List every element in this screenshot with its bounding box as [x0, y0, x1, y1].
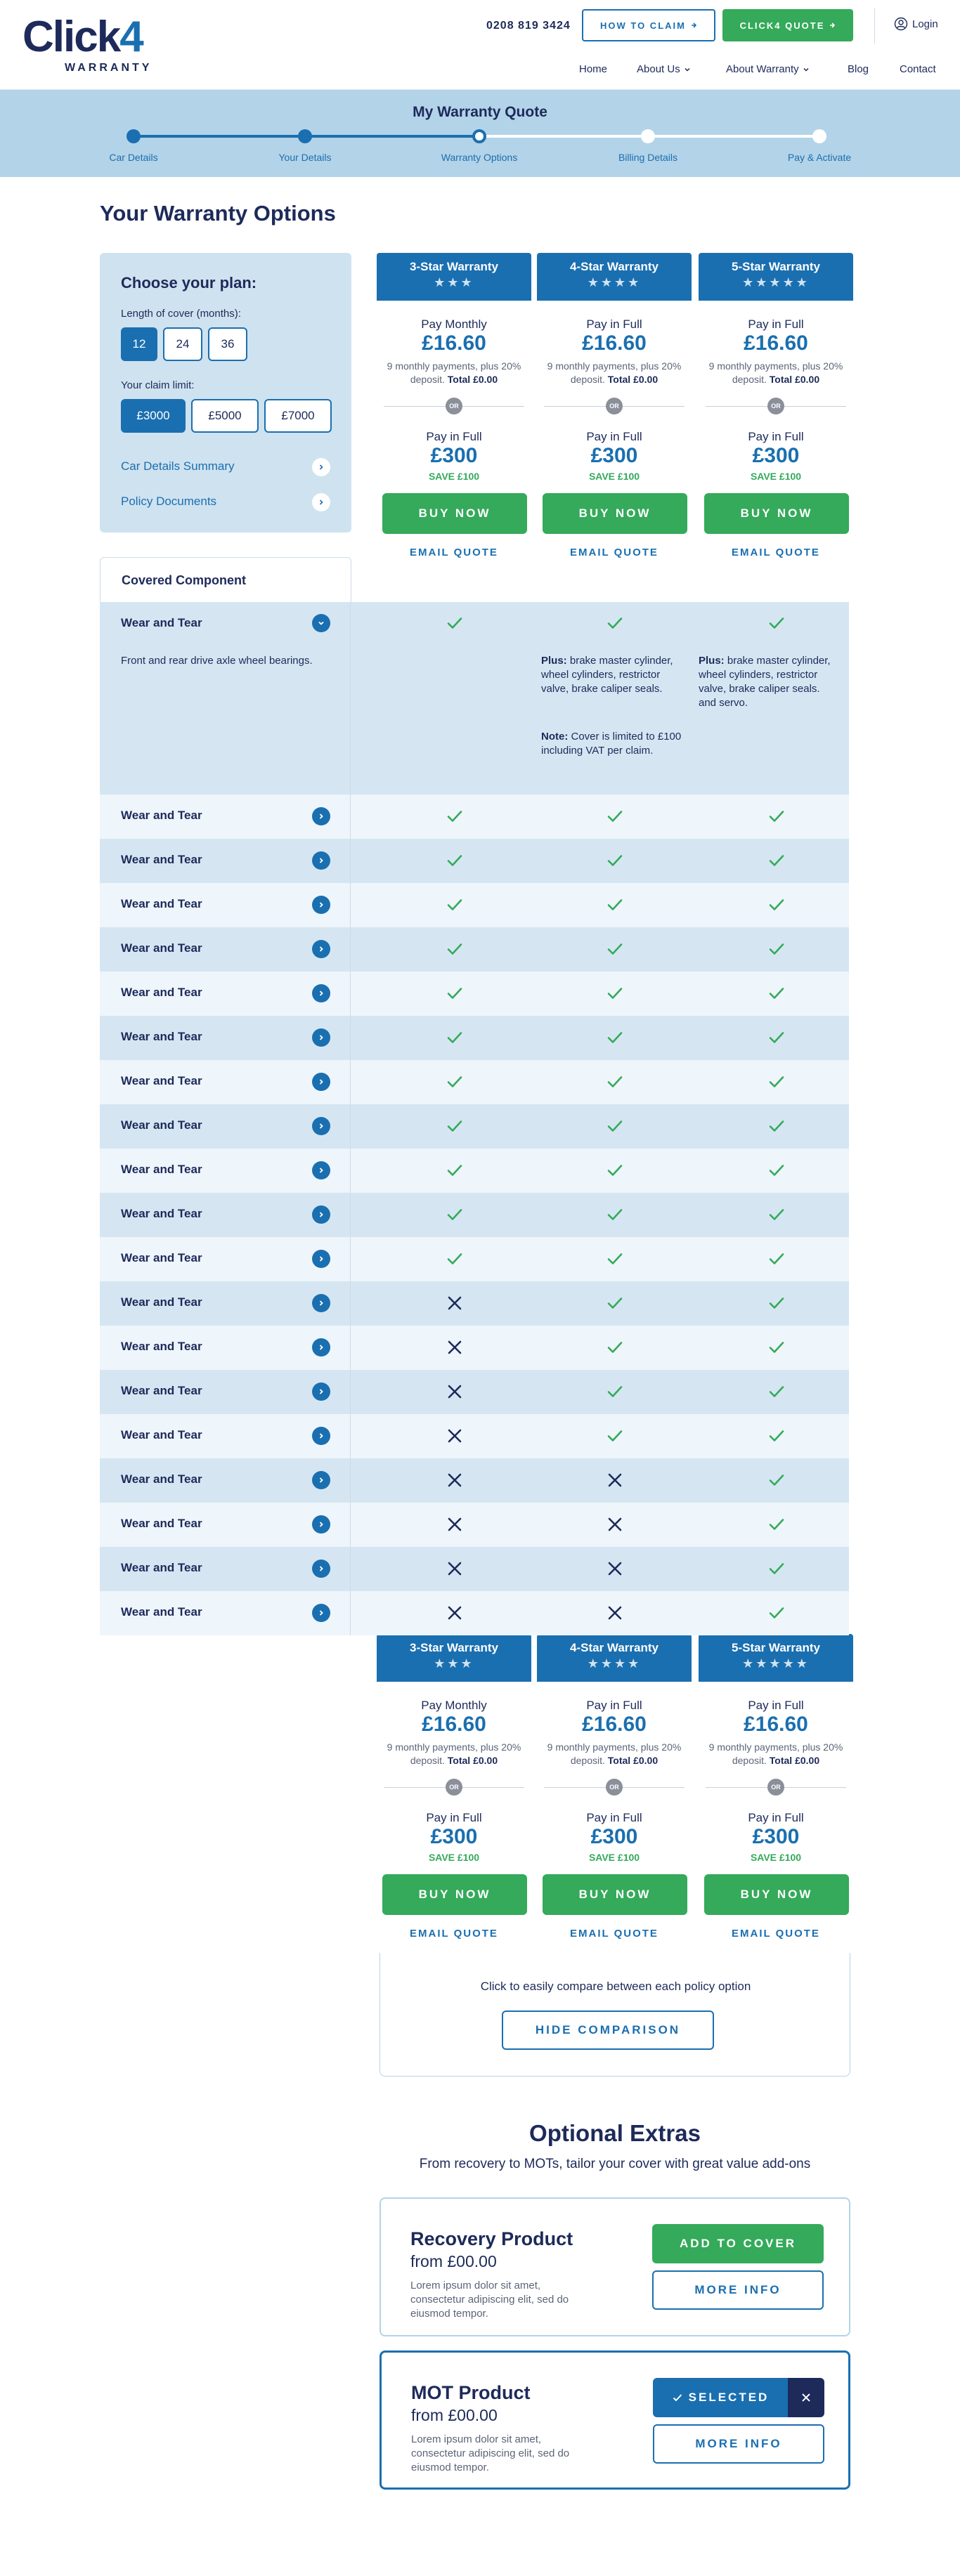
check-icon: [444, 806, 465, 827]
login-link[interactable]: [894, 17, 938, 31]
chevron-right-icon[interactable]: [312, 1471, 330, 1489]
pay-monthly-label: Pay Monthly: [421, 318, 487, 331]
buy-now-button[interactable]: BUY NOW: [704, 1874, 849, 1915]
site-header: [0, 0, 960, 90]
car-details-summary-link[interactable]: Car Details Summary: [121, 459, 235, 473]
check-icon: [604, 613, 625, 634]
check-icon: [604, 1116, 625, 1137]
check-icon: [604, 894, 625, 915]
chevron-right-icon[interactable]: [312, 1161, 330, 1179]
click4-logo[interactable]: [22, 15, 163, 76]
full-price: £300: [590, 1825, 638, 1848]
price-column-3-star: [377, 253, 531, 562]
step-label-billing-details: Billing Details: [618, 152, 678, 163]
limit-option-5000[interactable]: £5000: [191, 399, 259, 433]
component-name: Wear and Tear: [121, 1163, 202, 1176]
buy-now-button[interactable]: BUY NOW: [704, 493, 849, 534]
pay-full-label: Pay in Full: [586, 1811, 642, 1824]
component-name: Wear and Tear: [121, 616, 202, 629]
column-divider: [350, 1281, 351, 1326]
pay-full-label: Pay in Full: [426, 430, 482, 443]
extra-card-mot: [380, 2351, 850, 2490]
check-icon: [766, 983, 787, 1004]
extras-title: Optional Extras: [529, 2120, 701, 2146]
column-divider: [350, 1591, 351, 1635]
chevron-right-icon[interactable]: [312, 940, 330, 958]
nav-about-warranty[interactable]: About Warranty: [726, 63, 810, 75]
check-icon: [766, 939, 787, 960]
monthly-note: 9 monthly payments, plus 20% deposit. Total £0.00: [708, 360, 843, 385]
pay-full-label: Pay in Full: [426, 1811, 482, 1824]
policy-documents-link[interactable]: Policy Documents: [121, 495, 217, 508]
step-label-pay-activate: Pay & Activate: [787, 152, 852, 163]
table-row[interactable]: [100, 1104, 849, 1149]
check-icon: [766, 1248, 787, 1269]
plan-heading: Choose your plan:: [121, 274, 257, 292]
column-divider: [350, 1193, 351, 1237]
cross-icon: [444, 1337, 465, 1358]
stars-icon: ★★★: [434, 1656, 474, 1671]
click4-quote-button[interactable]: [722, 9, 853, 41]
save-badge: SAVE £100: [428, 471, 480, 482]
step-dot-your-details: [298, 129, 312, 143]
cross-icon: [604, 1558, 625, 1579]
hide-comparison-button[interactable]: HIDE COMPARISON: [502, 2011, 714, 2050]
table-row[interactable]: [100, 1370, 849, 1414]
chevron-right-icon[interactable]: [312, 1604, 330, 1622]
column-divider: [350, 1149, 351, 1193]
full-price: £300: [430, 444, 478, 467]
component-name: Wear and Tear: [121, 1074, 202, 1087]
step-dot-pay-activate: [812, 129, 826, 143]
nav-about-us[interactable]: About Us: [637, 63, 692, 75]
check-icon: [766, 1116, 787, 1137]
check-icon: [444, 983, 465, 1004]
cross-icon: [444, 1381, 465, 1402]
check-icon: [766, 1470, 787, 1491]
check-icon: [604, 1204, 625, 1225]
nav-blog[interactable]: Blog: [848, 63, 869, 75]
nav-contact[interactable]: Contact: [900, 63, 936, 75]
extra-price: from £00.00: [411, 2406, 498, 2424]
column-divider: [350, 1326, 351, 1370]
tier-name: 5-Star Warranty: [732, 260, 820, 273]
table-row[interactable]: [100, 972, 849, 1016]
component-name: Wear and Tear: [121, 1384, 202, 1397]
cover-option-36[interactable]: 36: [208, 327, 247, 361]
monthly-note: 9 monthly payments, plus 20% deposit. Total £0.00: [387, 360, 521, 385]
monthly-price: £16.60: [582, 1713, 647, 1736]
pay-full-label: Pay in Full: [748, 1811, 804, 1824]
check-icon: [444, 1204, 465, 1225]
chevron-right-icon[interactable]: [312, 1205, 330, 1224]
comparison-header: [100, 557, 351, 602]
extra-description: Lorem ipsum dolor sit amet, consectetur adipiscing elit, sed do eiusmod tempor.: [411, 2433, 570, 2473]
check-icon: [604, 1425, 625, 1446]
component-name: Wear and Tear: [121, 853, 202, 866]
pay-monthly-label: Pay in Full: [586, 1699, 642, 1712]
full-price: £300: [752, 1825, 800, 1848]
component-name: Wear and Tear: [121, 1605, 202, 1619]
tier-name: 3-Star Warranty: [410, 1641, 498, 1654]
table-row[interactable]: [100, 1326, 849, 1370]
more-info-button[interactable]: MORE INFO: [652, 2270, 824, 2310]
tier-name: 5-Star Warranty: [732, 1641, 820, 1654]
check-icon: [766, 1558, 787, 1579]
chevron-right-icon[interactable]: [312, 458, 330, 476]
check-icon: [444, 1071, 465, 1092]
save-badge: SAVE £100: [428, 1852, 480, 1863]
extra-card-recovery: [380, 2197, 850, 2336]
chevron-right-icon[interactable]: [312, 1117, 330, 1135]
table-row[interactable]: [100, 1503, 849, 1547]
check-icon: [444, 1160, 465, 1181]
check-icon: [672, 2392, 683, 2403]
price-column-4-star: [537, 253, 692, 562]
email-quote-link[interactable]: EMAIL QUOTE: [410, 1928, 498, 1940]
check-icon: [444, 1248, 465, 1269]
price-column-5-star: [699, 1634, 853, 1943]
component-name: Wear and Tear: [121, 1561, 202, 1574]
component-name: Wear and Tear: [121, 809, 202, 822]
cross-icon: [444, 1293, 465, 1314]
table-row[interactable]: [100, 883, 849, 927]
tier-name: 4-Star Warranty: [570, 260, 659, 273]
column-divider: [350, 883, 351, 927]
column-divider: [350, 1458, 351, 1503]
component-name: Wear and Tear: [121, 897, 202, 910]
component-name: Wear and Tear: [121, 1295, 202, 1309]
table-row[interactable]: [100, 1458, 849, 1503]
cross-icon: [604, 1470, 625, 1491]
extra-description: Lorem ipsum dolor sit amet, consectetur adipiscing elit, sed do eiusmod tempor.: [410, 2280, 569, 2320]
table-row[interactable]: [100, 1237, 849, 1281]
component-name: Wear and Tear: [121, 1030, 202, 1043]
extras-subtitle: From recovery to MOTs, tailor your cover with great value add-ons: [419, 2157, 811, 2171]
check-icon: [604, 1248, 625, 1269]
logo-wordmark: Click4: [22, 13, 143, 61]
column-divider: [350, 1547, 351, 1591]
table-row[interactable]: [100, 1016, 849, 1060]
table-row[interactable]: [100, 1591, 849, 1635]
monthly-price: £16.60: [744, 1713, 808, 1736]
component-name: Wear and Tear: [121, 1472, 202, 1486]
check-icon: [604, 806, 625, 827]
cover-length-label: Length of cover (months):: [121, 308, 241, 320]
cross-icon: [444, 1602, 465, 1623]
save-badge: SAVE £100: [588, 1852, 640, 1863]
extra-price: from £00.00: [410, 2252, 497, 2270]
pay-full-label: Pay in Full: [586, 430, 642, 443]
progress-title: My Warranty Quote: [413, 104, 547, 120]
monthly-price: £16.60: [582, 332, 647, 355]
stars-icon: ★★★★: [587, 275, 642, 289]
tier-header: [537, 1634, 692, 1682]
check-icon: [766, 894, 787, 915]
pay-monthly-label: Pay Monthly: [421, 1699, 487, 1712]
logo-subtitle: WARRANTY: [65, 62, 153, 74]
selected-button[interactable]: [653, 2378, 788, 2417]
check-icon: [766, 1293, 787, 1314]
check-icon: [766, 1381, 787, 1402]
column-divider: [350, 644, 351, 795]
monthly-note: 9 monthly payments, plus 20% deposit. Total £0.00: [708, 1741, 843, 1766]
price-column-3-star: [377, 1634, 531, 1943]
page-title: Your Warranty Options: [100, 201, 336, 225]
step-label-your-details[interactable]: Your Details: [278, 152, 332, 163]
table-row[interactable]: [100, 1060, 849, 1104]
remove-extra-button[interactable]: [788, 2378, 824, 2417]
component-name: Wear and Tear: [121, 986, 202, 999]
step-dot-warranty-options: [472, 129, 486, 143]
stars-icon: ★★★★: [587, 1656, 642, 1671]
monthly-note: 9 monthly payments, plus 20% deposit. Total £0.00: [387, 1741, 521, 1766]
column-divider: [350, 927, 351, 972]
column-divider: [350, 1414, 351, 1458]
or-badge: OR: [446, 1779, 462, 1796]
column-divider: [350, 1237, 351, 1281]
step-dot-car-details: [127, 129, 141, 143]
buy-now-button[interactable]: BUY NOW: [382, 493, 527, 534]
chevron-right-icon[interactable]: [312, 1560, 330, 1578]
column-divider: [350, 972, 351, 1016]
check-icon: [444, 850, 465, 871]
component-description: Front and rear drive axle wheel bearings.: [121, 655, 313, 667]
monthly-price: £16.60: [744, 332, 808, 355]
tier-header: [699, 253, 853, 301]
component-name: Wear and Tear: [121, 1251, 202, 1264]
limit-option-3000[interactable]: £3000: [121, 399, 186, 433]
table-row[interactable]: [100, 839, 849, 883]
check-icon: [604, 1293, 625, 1314]
chevron-right-icon[interactable]: [312, 851, 330, 870]
component-name: Wear and Tear: [121, 941, 202, 955]
check-icon: [604, 939, 625, 960]
chevron-right-icon[interactable]: [312, 896, 330, 914]
header-divider: [874, 8, 875, 44]
tier-header: [377, 253, 531, 301]
arrow-right-icon: [829, 22, 836, 29]
table-row[interactable]: [100, 795, 849, 839]
buy-now-button[interactable]: BUY NOW: [543, 1874, 687, 1915]
or-badge: OR: [767, 398, 784, 414]
chevron-right-icon[interactable]: [312, 1028, 330, 1047]
price-column-5-star: [699, 253, 853, 562]
component-name: Wear and Tear: [121, 1118, 202, 1132]
pay-monthly-label: Pay in Full: [748, 318, 804, 331]
or-badge: OR: [446, 398, 462, 414]
or-badge: OR: [606, 398, 623, 414]
buy-now-button[interactable]: BUY NOW: [543, 493, 687, 534]
user-icon: [894, 17, 908, 31]
pay-monthly-label: Pay in Full: [586, 318, 642, 331]
chevron-down-icon: [683, 65, 692, 74]
cross-icon: [444, 1470, 465, 1491]
check-icon: [444, 939, 465, 960]
column-divider: [350, 795, 351, 839]
check-icon: [444, 894, 465, 915]
check-icon: [444, 1027, 465, 1048]
check-icon: [604, 1381, 625, 1402]
pay-monthly-label: Pay in Full: [748, 1699, 804, 1712]
component-name: Wear and Tear: [121, 1207, 202, 1220]
check-icon: [766, 613, 787, 634]
tier-name: 3-Star Warranty: [410, 260, 498, 273]
chevron-right-icon[interactable]: [312, 1515, 330, 1534]
cross-icon: [604, 1602, 625, 1623]
cross-icon: [604, 1514, 625, 1535]
arrow-right-icon: [690, 22, 697, 29]
cross-icon: [444, 1558, 465, 1579]
tier-header: [699, 1634, 853, 1682]
or-badge: OR: [767, 1779, 784, 1796]
email-quote-link[interactable]: EMAIL QUOTE: [410, 547, 498, 558]
column-divider: [350, 839, 351, 883]
check-icon: [604, 983, 625, 1004]
check-icon: [766, 1027, 787, 1048]
monthly-note: 9 monthly payments, plus 20% deposit. Total £0.00: [547, 360, 682, 385]
email-quote-link[interactable]: EMAIL QUOTE: [570, 547, 659, 558]
save-badge: SAVE £100: [750, 471, 802, 482]
buy-now-button[interactable]: BUY NOW: [382, 1874, 527, 1915]
check-icon: [604, 1337, 625, 1358]
step-label-warranty-options: Warranty Options: [441, 152, 518, 163]
table-row[interactable]: [100, 927, 849, 972]
price-column-4-star: [537, 1634, 692, 1943]
monthly-price: £16.60: [422, 332, 486, 355]
stars-icon: ★★★★★: [742, 275, 810, 289]
claim-limit-label: Your claim limit:: [121, 379, 195, 391]
check-icon: [766, 1204, 787, 1225]
check-icon: [444, 613, 465, 634]
step-dot-billing-details: [641, 129, 655, 143]
chevron-right-icon[interactable]: [312, 1382, 330, 1401]
monthly-note: 9 monthly payments, plus 20% deposit. Total £0.00: [547, 1741, 682, 1766]
table-row-detail: [100, 644, 849, 795]
column-divider: [350, 1016, 351, 1060]
check-icon: [766, 806, 787, 827]
component-name: Wear and Tear: [121, 1340, 202, 1353]
or-badge: OR: [606, 1779, 623, 1796]
check-icon: [604, 1071, 625, 1092]
chevron-right-icon[interactable]: [312, 807, 330, 825]
quote-progress: [0, 90, 960, 177]
table-row[interactable]: [100, 1414, 849, 1458]
column-divider: [350, 1370, 351, 1414]
table-row-expanded[interactable]: [100, 602, 849, 644]
full-price: £300: [430, 1825, 478, 1848]
component-name: Wear and Tear: [121, 1517, 202, 1530]
chevron-down-icon: [802, 65, 810, 74]
stars-icon: ★★★: [434, 275, 474, 289]
phone-number[interactable]: 0208 819 3424: [486, 20, 571, 32]
chevron-right-icon[interactable]: [312, 1294, 330, 1312]
check-icon: [604, 1027, 625, 1048]
cover-option-12[interactable]: 12: [121, 327, 157, 361]
check-icon: [766, 1425, 787, 1446]
chevron-right-icon[interactable]: [312, 1338, 330, 1356]
pay-full-label: Pay in Full: [748, 430, 804, 443]
tier4-detail: Plus: brake master cylinder, wheel cylinders, restrictor valve, brake caliper seals.: [541, 655, 673, 695]
nav-home[interactable]: Home: [579, 63, 608, 75]
email-quote-link[interactable]: EMAIL QUOTE: [732, 547, 820, 558]
check-icon: [766, 850, 787, 871]
chevron-right-icon[interactable]: [312, 984, 330, 1002]
chevron-down-icon[interactable]: [312, 614, 330, 632]
tier-header: [377, 1634, 531, 1682]
check-icon: [766, 1337, 787, 1358]
login-label: Login: [912, 18, 938, 30]
tier-header: [537, 253, 692, 301]
check-icon: [766, 1514, 787, 1535]
table-row[interactable]: [100, 1149, 849, 1193]
table-row[interactable]: [100, 1193, 849, 1237]
column-divider: [350, 1503, 351, 1547]
check-icon: [604, 1160, 625, 1181]
check-icon: [766, 1602, 787, 1623]
table-row[interactable]: [100, 1547, 849, 1591]
stars-icon: ★★★★★: [742, 1656, 810, 1671]
plan-selector: [100, 253, 351, 532]
email-quote-link[interactable]: EMAIL QUOTE: [570, 1928, 659, 1940]
tier4-note: Note: Cover is limited to £100 including VAT per claim.: [541, 731, 682, 757]
chevron-right-icon[interactable]: [312, 1427, 330, 1445]
chevron-right-icon[interactable]: [312, 493, 330, 511]
table-row[interactable]: [100, 1281, 849, 1326]
extra-title: Recovery Product: [410, 2228, 573, 2249]
full-price: £300: [752, 444, 800, 467]
add-to-cover-button[interactable]: ADD TO COVER: [652, 2224, 824, 2263]
compare-hint: Click to easily compare between each policy option: [480, 1980, 751, 1993]
step-label-car-details[interactable]: Car Details: [109, 152, 158, 163]
chevron-right-icon[interactable]: [312, 1250, 330, 1268]
close-icon: [800, 2392, 812, 2403]
column-divider: [350, 1060, 351, 1104]
covered-component-label: Covered Component: [122, 573, 247, 587]
full-price: £300: [590, 444, 638, 467]
extra-title: MOT Product: [411, 2382, 531, 2403]
check-icon: [604, 850, 625, 871]
save-badge: SAVE £100: [588, 471, 640, 482]
click4-quote-label: CLICK4 QUOTE: [739, 20, 825, 31]
column-divider: [350, 602, 351, 644]
cover-option-24[interactable]: 24: [163, 327, 202, 361]
more-info-button[interactable]: MORE INFO: [653, 2424, 824, 2464]
cross-icon: [444, 1514, 465, 1535]
comparison-toggle-panel: [380, 1953, 850, 2077]
monthly-price: £16.60: [422, 1713, 486, 1736]
limit-option-7000[interactable]: £7000: [264, 399, 332, 433]
cross-icon: [444, 1425, 465, 1446]
how-to-claim-button[interactable]: [582, 9, 715, 41]
check-icon: [444, 1116, 465, 1137]
component-name: Wear and Tear: [121, 1428, 202, 1441]
column-divider: [350, 1104, 351, 1149]
email-quote-link[interactable]: EMAIL QUOTE: [732, 1928, 820, 1940]
chevron-right-icon[interactable]: [312, 1073, 330, 1091]
save-badge: SAVE £100: [750, 1852, 802, 1863]
selected-label: SELECTED: [688, 2391, 770, 2404]
check-icon: [766, 1071, 787, 1092]
tier-name: 4-Star Warranty: [570, 1641, 659, 1654]
how-to-claim-label: HOW TO CLAIM: [600, 20, 686, 31]
tier5-detail: Plus: brake master cylinder, wheel cylinders, restrictor valve, brake caliper seals. and servo.: [699, 655, 831, 709]
check-icon: [766, 1160, 787, 1181]
